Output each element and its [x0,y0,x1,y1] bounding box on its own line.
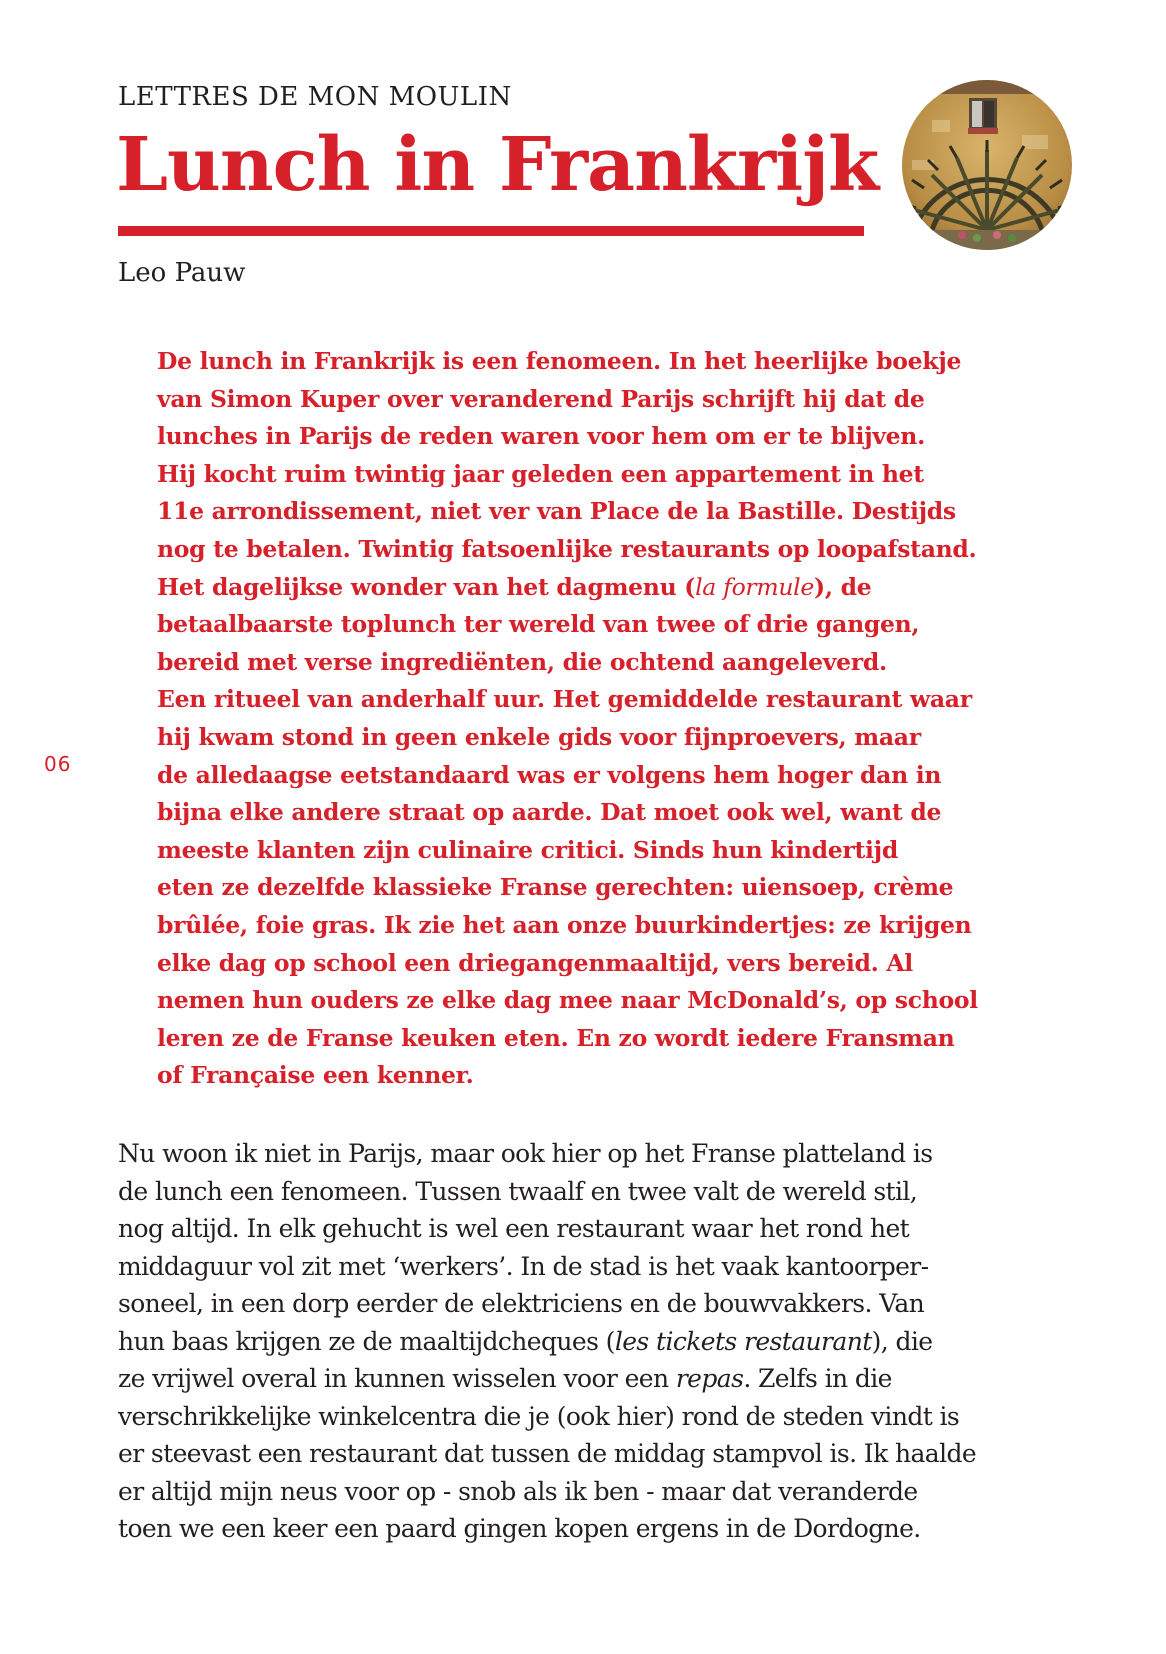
body-line: verschrikkelijke winkelcentra die je (ook hier) rond de steden vindt is [118,1401,960,1431]
lead-line: van Simon Kuper over veranderend Parijs schrijft hij dat de [157,384,925,413]
body-line [118,1360,1018,1398]
lead-text: ), de [814,572,872,601]
lead-line [157,569,1017,607]
body-line: er steevast een restaurant dat tussen de middag stampvol is. Ik haalde [118,1439,977,1468]
body-text: hun baas krijgen ze de maaltijdcheques ( [118,1326,615,1356]
body-line: de lunch een fenomeen. Tussen twaalf en twee valt de wereld stil, [118,1176,918,1206]
section-kicker: LETTRES DE MON MOULIN [118,82,512,112]
article-title: Lunch in Frankrijk [116,122,879,208]
lead-line: eten ze dezelfde klassieke Franse gerechten: uiensoep, crème [157,873,954,902]
lead-line: bereid met verse ingrediënten, die ochtend aangeleverd. [157,647,887,676]
body-line: Nu woon ik niet in Parijs, maar ook hier op het Franse platteland is [118,1139,933,1168]
title-underline [118,226,864,236]
lead-line: of Française een kenner. [157,1061,474,1090]
body-text: ze vrijwel overal in kunnen wisselen voor een [118,1364,676,1393]
body-paragraph [118,1135,1018,1548]
lead-line: 11e arrondissement, niet ver van Place de la Bastille. Destijds [157,497,956,526]
body-line [118,1323,1018,1361]
lead-line: betaalbaarste toplunch ter wereld van twee of drie gangen, [157,610,920,639]
italic-term: la formule [695,572,814,601]
lead-paragraph [157,343,1017,1095]
lead-line: Een ritueel van anderhalf uur. Het gemiddelde restaurant waar [157,685,972,714]
lead-line: meeste klanten zijn culinaire critici. Sinds hun kindertijd [157,835,898,864]
author-name: Leo Pauw [118,258,246,288]
lead-line: elke dag op school een driegangenmaaltijd, vers bereid. Al [157,948,913,977]
body-text: . Zelfs in die [743,1364,892,1393]
lead-line: Hij kocht ruim twintig jaar geleden een appartement in het [157,459,924,488]
body-line: soneel, in een dorp eerder de elektriciens en de bouwvakkers. Van [118,1289,925,1318]
page-number: 06 [44,752,72,776]
italic-term: les tickets restaurant [614,1326,872,1356]
lead-line: de alledaagse eetstandaard was er volgens hem hoger dan in [157,760,942,789]
lead-line: bijna elke andere straat op aarde. Dat moet ook wel, want de [157,798,942,827]
body-line: toen we een keer een paard gingen kopen ergens in de Dordogne. [118,1514,921,1543]
body-line: er altijd mijn neus voor op - snob als ik ben - maar dat veranderde [118,1476,918,1506]
lead-line: nemen hun ouders ze elke dag mee naar McDonald’s, op school [157,986,978,1015]
body-line: nog altijd. In elk gehucht is wel een restaurant waar het rond het [118,1214,910,1243]
body-line: middaguur vol zit met ‘werkers’. In de stad is het vaak kantoorper- [118,1251,929,1281]
lead-text: Het dagelijkse wonder van het dagmenu ( [157,572,696,601]
lead-line: De lunch in Frankrijk is een fenomeen. In het heerlijke boekje [157,347,962,375]
lead-line: nog te betalen. Twintig fatsoenlijke restaurants op loopafstand. [157,534,977,563]
lead-line: brûlée, foie gras. Ik zie het aan onze buurkindertjes: ze krijgen [157,910,972,939]
lead-line: hij kwam stond in geen enkele gids voor fijnproevers, maar [157,722,921,751]
lead-line: leren ze de Franse keuken eten. En zo wordt iedere Fransman [157,1023,955,1052]
watermill-icon [902,80,1072,250]
lead-line: lunches in Parijs de reden waren voor hem om er te blijven. [157,422,925,451]
italic-term: repas [675,1364,744,1393]
watermill-photo [902,80,1072,250]
body-text: ), die [871,1326,933,1356]
